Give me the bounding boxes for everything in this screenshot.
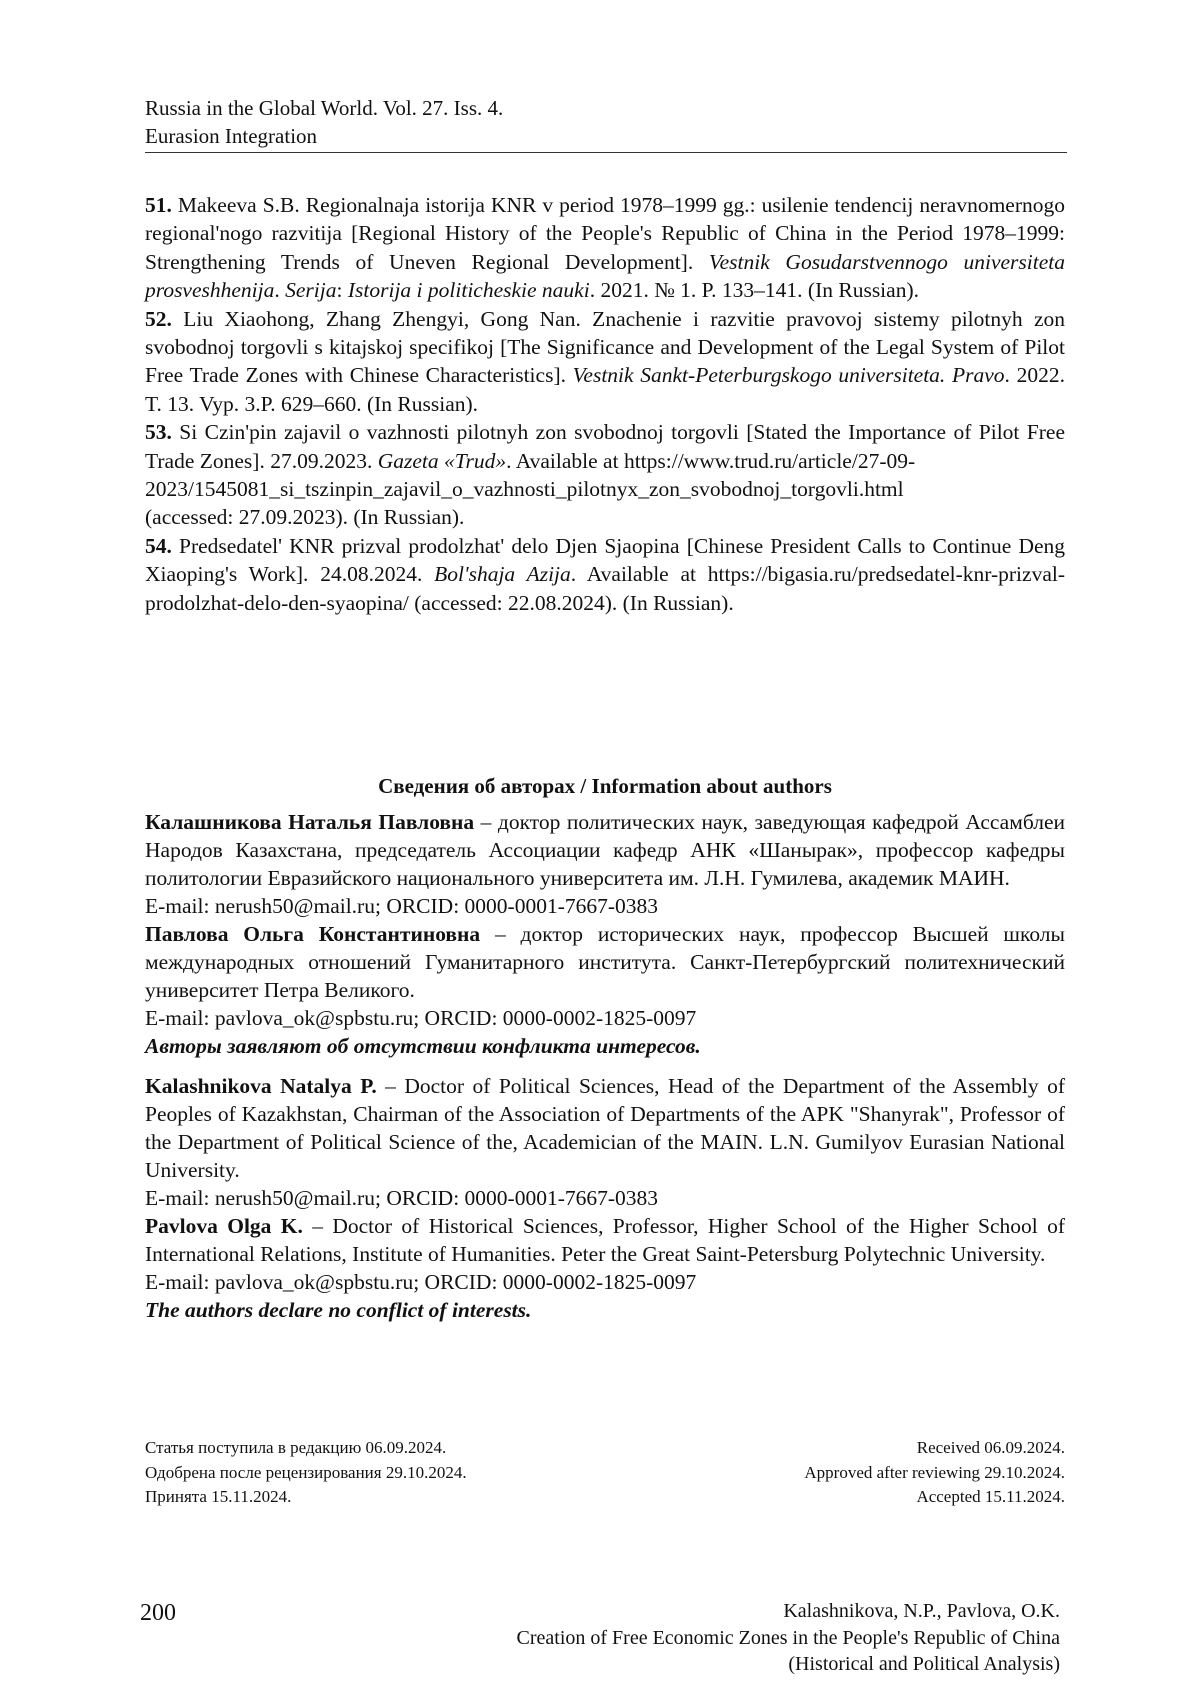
author-name: Pavlova Olga K. [145, 1214, 303, 1238]
reference-item: 52. Liu Xiaohong, Zhang Zhengyi, Gong Nan. Znachenie i razvitie pravovoj sistemy pilotnyh zon svobodnoj torgovli s kitajskoj specifikoj [The Significance and Development of the Legal System of Pilot Free Trade Zones with Chinese Characteristics]. Vestnik Sankt-Peterburgskogo universiteta. Pravo. 2022. T. 13. Vyp. 3.P. 629–660. (In Russian). [145, 306, 1065, 416]
header-divider [145, 152, 1067, 153]
author-contact: E-mail: nerush50@mail.ru; ORCID: 0000-0001-7667-0383 [145, 1186, 659, 1210]
date-received-en: Received 06.09.2024. [916, 1438, 1065, 1457]
conflict-statement-en: The authors declare no conflict of interests. [145, 1298, 532, 1322]
date-approved-en: Approved after reviewing 29.10.2024. [804, 1462, 1065, 1482]
date-received-ru: Статья поступила в редакцию 06.09.2024. [145, 1438, 447, 1457]
reference-item: 51. Makeeva S.B. Regionalnaja istorija KNR v period 1978–1999 gg.: usilenie tendencij neravnomernogo regional'nogo razvitija [Regional History of the People's Republic of China in the Period 1978–1999: Strengthening Trends of Uneven Regional Development]. Vestnik Gosudarstvennogo universiteta prosveshhenija. Serija: Istorija i politicheskie nauki. 2021. № 1. P. 133–141. (In Russian). [145, 193, 1066, 303]
footer-subtitle: (Historical and Political Analysis) [788, 1653, 1060, 1675]
running-footer [517, 1598, 1060, 1678]
date-approved-ru: Одобрена после рецензирования 29.10.2024. [145, 1462, 467, 1482]
author-contact: E-mail: nerush50@mail.ru; ORCID: 0000-0001-7667-0383 [145, 894, 659, 918]
page-number: 200 [140, 1600, 176, 1626]
author-entry-ru: Калашникова Наталья Павловна – доктор политических наук, заведующая кафедрой Ассамблеи Народов Казахстана, председатель Ассоциации кафедр АНК «Шанырак», профессор кафедры политологии Евразийского национального университета им. Л.Н. Гумилева, академик МАИН. [145, 810, 1066, 890]
reference-list [145, 191, 1065, 617]
author-name: Павлова Ольга Константиновна [145, 922, 481, 946]
footer-title: Creation of Free Economic Zones in the People's Republic of China [516, 1626, 1060, 1649]
running-header [145, 94, 1065, 150]
author-entry-ru: Павлова Ольга Константиновна – доктор исторических наук, профессор Высшей школы международных отношений Гуманитарного института. Санкт-Петербургский политехнический университет Петра Великого. [145, 922, 1065, 1002]
date-accepted-ru: Принята 15.11.2024. [145, 1487, 292, 1506]
reference-number: 52. [145, 306, 172, 331]
reference-item: 53. Si Czin'pin zajavil o vazhnosti pilotnyh zon svobodnoj torgovli [Stated the Importance of Pilot Free Trade Zones]. 27.09.2023. Gazeta «Trud». Available at https://www.trud.ru/article/27-09- 2023/1545081_si_tszinpin_zajavil_o_vazhnosti_pilotnyx_zon_svobodnoj_torgovli.html (accessed: 27.09.2023). (In Russian). [145, 420, 1065, 530]
reference-number: 51. [145, 193, 172, 217]
author-contact: E-mail: pavlova_ok@spbstu.ru; ORCID: 0000-0002-1825-0097 [145, 1006, 697, 1030]
author-name: Kalashnikova Natalya P. [145, 1074, 377, 1098]
author-entry-en: Pavlova Olga K. – Doctor of Historical Sciences, Professor, Higher School of the Higher School of International Relations, Institute of Humanities. Peter the Great Saint-Petersburg Polytechnic University. [145, 1214, 1066, 1266]
footer-authors: Kalashnikova, N.P., Pavlova, O.K. [783, 1600, 1060, 1622]
journal-title: Russia in the Global World. Vol. 27. Iss. 4. [145, 96, 504, 120]
section-title: Eurasion Integration [145, 124, 318, 148]
dates-russian [145, 1436, 467, 1510]
authors-heading: Сведения об авторах / Information about authors [378, 774, 832, 798]
reference-link[interactable]: 2023/1545081_si_tszinpin_zajavil_o_vazhnosti_pilotnyx_zon_svobodnoj_torgovli.html [145, 477, 904, 502]
dates-english [804, 1436, 1065, 1510]
reference-number: 53. [145, 420, 172, 445]
conflict-statement-ru: Авторы заявляют об отсутствии конфликта интересов. [145, 1034, 701, 1058]
authors-info [145, 808, 1065, 1324]
date-accepted-en: Accepted 15.11.2024. [916, 1487, 1065, 1506]
author-name: Калашникова Наталья Павловна [145, 810, 475, 834]
author-entry-en: Kalashnikova Natalya P. – Doctor of Political Sciences, Head of the Department of the Assembly of Peoples of Kazakhstan, Chairman of the Association of Departments of the APK "Shanyrak", Professor of the Department of Political Science of the, Academician of the MAIN. L.N. Gumilyov Eurasian National University. [145, 1074, 1065, 1182]
reference-number: 54. [145, 533, 172, 558]
author-contact: E-mail: pavlova_ok@spbstu.ru; ORCID: 0000-0002-1825-0097 [145, 1270, 697, 1294]
reference-item: 54. Predsedatel' KNR prizval prodolzhat' delo Djen Sjaopina [Chinese President Calls to Continue Deng Xiaoping's Work]. 24.08.2024. Bol'shaja Azija. Available at https://bigasia.ru/predsedatel-knr-prizval-prodolzhat-delo-den-syaopina/ (accessed: 22.08.2024). (In Russian). [145, 533, 1066, 615]
